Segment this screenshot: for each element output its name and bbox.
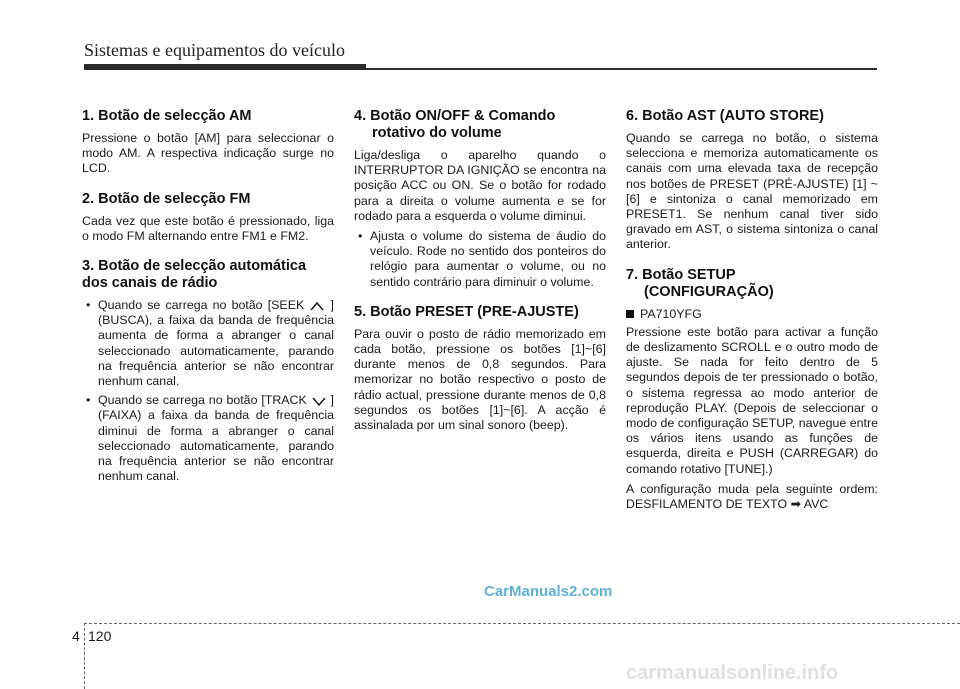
bullet-dot: • — [86, 393, 91, 408]
footer-rule — [84, 623, 960, 624]
running-header-title: Sistemas e equipamentos do veículo — [84, 40, 345, 60]
bullet-dot: • — [86, 298, 91, 313]
heading-am-button: 1. Botão de selecção AM — [82, 108, 252, 124]
bullet-seek: • Quando se carrega no botão [SEEK ] (BUSCA), a faixa da banda de frequência aumenta de forma a abranger o canal seleccionado automaticamente, parando na frequência anterior se não encontrar nenhum canal. — [86, 298, 334, 389]
chapter-number: 4 — [72, 628, 80, 644]
heading-onoff-volume: 4. Botão ON/OFF & Comando rotativo do volume — [354, 108, 556, 141]
bullet-volume: • Ajusta o volume do sistema de áudio do veículo. Rode no sentido dos ponteiros do relógio para aumentar o volume, ou no sentido contrário para diminuir o volume. — [358, 229, 606, 289]
site-watermark: carmanualsonline.info — [626, 662, 839, 684]
heading-auto-select: 3. Botão de selecção automática dos canais de rádio — [82, 258, 307, 292]
carmanuals-watermark: CarManuals2.com — [484, 583, 613, 600]
header-rule-thick — [84, 64, 366, 70]
heading-preset: 5. Botão PRESET (PRE-AJUSTE) — [354, 303, 579, 320]
column-3 — [626, 108, 878, 517]
bullet-track: • Quando se carrega no botão [TRACK ] (FAIXA) a faixa da banda de frequência diminui de forma a abranger o canal seleccionado automaticamente, parando na frequência anterior se não encontrar nenhum canal. — [86, 393, 334, 484]
page-number: 120 — [88, 628, 112, 644]
column-2 — [354, 108, 606, 438]
text-setup-1: Pressione este botão para activar a função de deslizamento SCROLL e o outro modo de ajuste. Se nada for feito dentro de 5 segundos depois de ter pressionado o botão, o sistema regressa ao modo anterior de reprodução PLAY. (Depois de seleccionar o modo de configuração SETUP, navegue entre os vários itens usando as funções de esquerda, direita e PUSH (CARREGAR) do comando rotativo [TUNE].) — [626, 324, 878, 476]
text-onoff-volume: Liga/desliga o aparelho quando o INTERRUPTOR DA IGNIÇÃO se encontra na posição ACC ou ON. Se o botão for rodado para a direita o volume aumenta e se for rodado para a esquerda o volume diminui. — [354, 148, 606, 223]
chevron-up-icon — [309, 301, 325, 311]
heading-ast: 6. Botão AST (AUTO STORE) — [626, 108, 824, 124]
text-am-button: Pressione o botão [AM] para seleccionar o modo AM. A respectiva indicação surge no LCD. — [82, 131, 334, 176]
text-ast: Quando se carrega no botão, o sistema selecciona e memoriza automaticamente os canais com uma elevada taxa de recepção nos botões de PRESET (PRÉ-AJUSTE) [1] ~ [6] e sintoniza o canal memorizado em PRESET1. Se nenhum canal tiver sido gravado em AST, o sistema sintoniza o canal anterior. — [626, 131, 878, 252]
header-rule-thin — [366, 68, 877, 70]
reference-code: PA710YFG — [626, 307, 878, 322]
heading-fm-button: 2. Botão de selecção FM — [82, 190, 251, 207]
text-fm-button: Cada vez que este botão é pressionado, liga o modo FM alternando entre FM1 e FM2. — [82, 213, 334, 243]
heading-setup: 7. Botão SETUP (CONFIGURAÇÃO) — [626, 266, 774, 300]
footer-vertical-rule — [84, 623, 85, 689]
text-setup-2: A configuração muda pela seguinte ordem: DESFILAMENTO DE TEXTO ➡ AVC — [626, 481, 878, 512]
arrow-right-icon: ➡ — [790, 497, 801, 512]
bullet-dot: • — [358, 229, 363, 244]
black-square-icon — [626, 310, 634, 318]
text-preset: Para ouvir o posto de rádio memorizado em cada botão, pressione os botões [1]~[6] durante menos de 0,8 segundos. Para memorizar no botão respectivo o posto de rádio actual, pressione durante menos de 0,8 segundos os botões [1]~[6]. A acção é assinalada por um sinal sonoro (beep). — [354, 326, 606, 433]
chevron-down-icon — [311, 396, 327, 406]
column-1 — [82, 108, 334, 488]
